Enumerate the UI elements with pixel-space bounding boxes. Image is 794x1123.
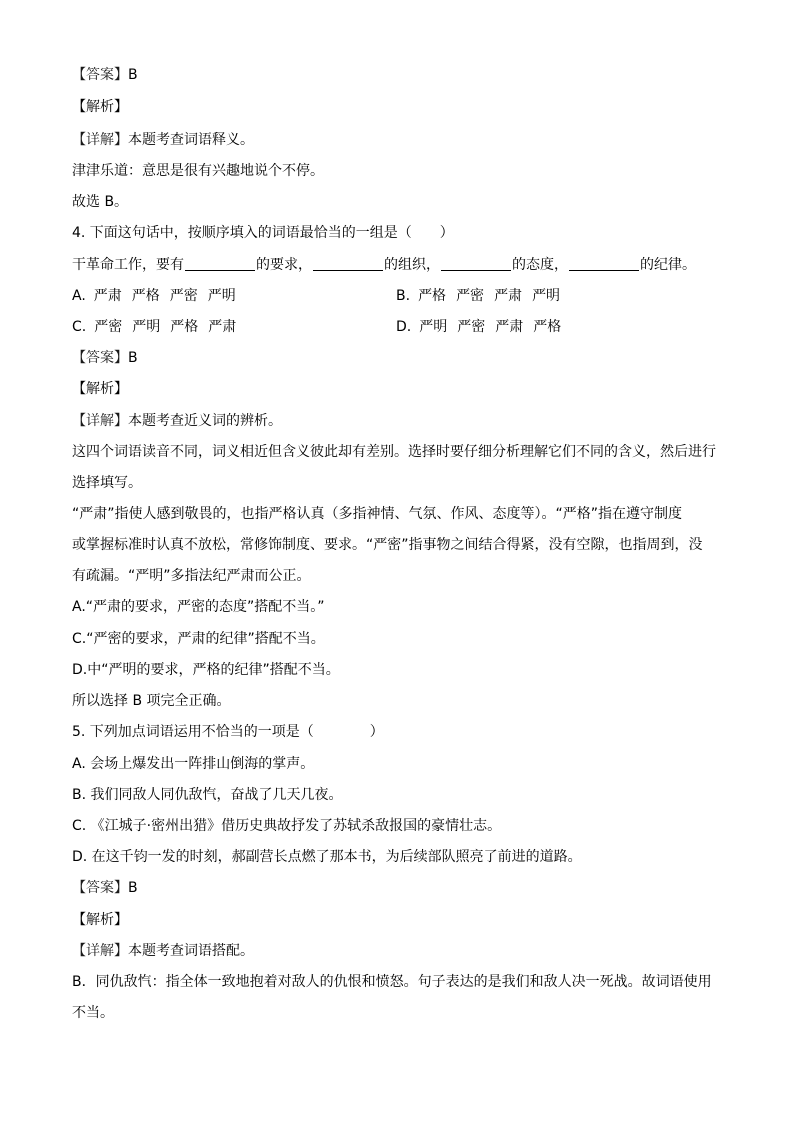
option-word: 严密 bbox=[457, 319, 486, 335]
fill-blank-1 bbox=[185, 256, 255, 271]
q4-d-note: D.中“严明的要求，严格的纪律”搭配不当。 bbox=[72, 662, 340, 678]
q5-option-b: B. 我们同敌人同仇敌忾，奋战了几天几夜。 bbox=[72, 787, 343, 803]
q4-analysis-line: 【解析】 bbox=[72, 381, 128, 397]
sentence-part-5: 的纪律。 bbox=[640, 257, 696, 273]
option-word: 严密 bbox=[169, 288, 198, 304]
q4-para2-line1: “严肃”指使人感到敬畏的，也指严格认真（多指神情、气氛、作风、态度等）。“严格”指在遵守制度 bbox=[72, 506, 683, 522]
q5-analysis-line: 【解析】 bbox=[72, 912, 128, 928]
q5-explain-line2: 不当。 bbox=[72, 1005, 114, 1021]
q5-explain-line1: B．同仇敌忾：指全体一致地抱着对敌人的仇恨和愤怒。句子表达的是我们和敌人决一死战。故词语使用 bbox=[72, 974, 712, 990]
detail-tag: 【详解】 bbox=[72, 132, 128, 148]
answer-tag: 【答案】 bbox=[72, 350, 128, 366]
option-word: 严明 bbox=[132, 319, 161, 335]
option-word: 严格 bbox=[533, 319, 562, 335]
q4-a-note: A.“严肃的要求，严密的态度”搭配不当。” bbox=[72, 599, 325, 615]
option-word: 严格 bbox=[418, 288, 447, 304]
option-letter: D. bbox=[396, 319, 412, 335]
option-word: 严明 bbox=[532, 288, 561, 304]
option-word: 严密 bbox=[94, 319, 123, 335]
detail-tag: 【详解】 bbox=[72, 943, 128, 959]
option-word: 严肃 bbox=[93, 288, 122, 304]
q4-stem: 4. 下面这句话中，按顺序填入的词语最恰当的一组是（ ） bbox=[72, 225, 454, 241]
q5-detail-line bbox=[72, 941, 722, 961]
q4-option-c bbox=[72, 317, 246, 337]
answer-value: B bbox=[128, 350, 138, 366]
q3-explain-line: 津津乐道：意思是很有兴趣地说个不停。 bbox=[72, 163, 324, 179]
q4-detail-line bbox=[72, 411, 722, 431]
q4-option-a bbox=[72, 286, 246, 306]
q4-option-b bbox=[396, 286, 570, 306]
q5-option-a: A. 会场上爆发出一阵排山倒海的掌声。 bbox=[72, 756, 315, 772]
sentence-part-3: 的组织， bbox=[384, 257, 440, 273]
q4-option-d bbox=[396, 317, 571, 337]
q4-para2-line2: 或掌握标准时认真不放松，常修饰制度、要求。“严密”指事物之间结合得紧，没有空隙，也指周到，没 bbox=[72, 537, 703, 553]
q4-para2-line3: 有疏漏。“严明”多指法纪严肃而公正。 bbox=[72, 568, 311, 584]
detail-text: 本题考查词语搭配。 bbox=[128, 943, 254, 959]
q3-analysis-line: 【解析】 bbox=[72, 99, 128, 115]
fill-blank-3 bbox=[441, 256, 511, 271]
q5-answer-line bbox=[72, 878, 722, 898]
answer-tag: 【答案】 bbox=[72, 67, 128, 83]
option-word: 严肃 bbox=[494, 288, 523, 304]
answer-tag: 【答案】 bbox=[72, 880, 128, 896]
answer-value: B bbox=[128, 880, 138, 896]
q4-c-note: C.“严密的要求，严肃的纪律”搭配不当。 bbox=[72, 631, 325, 647]
detail-text: 本题考查词语释义。 bbox=[128, 132, 254, 148]
option-letter: B. bbox=[396, 288, 411, 304]
sentence-part-4: 的态度， bbox=[512, 257, 568, 273]
q4-conclusion-line: 所以选择 B 项完全正确。 bbox=[72, 693, 231, 709]
q4-answer-line bbox=[72, 348, 722, 368]
q4-para1-line2: 选择填写。 bbox=[72, 475, 142, 491]
option-word: 严明 bbox=[419, 319, 448, 335]
option-word: 严格 bbox=[170, 319, 199, 335]
q3-conclusion-line: 故选 B。 bbox=[72, 194, 129, 210]
answer-value: B bbox=[128, 67, 138, 83]
q5-stem: 5. 下列加点词语运用不恰当的一项是（ ） bbox=[72, 724, 384, 740]
q4-sentence bbox=[72, 255, 722, 275]
option-letter: A. bbox=[72, 288, 86, 304]
option-word: 严密 bbox=[456, 288, 485, 304]
option-letter: C. bbox=[72, 319, 87, 335]
option-word: 严肃 bbox=[208, 319, 237, 335]
fill-blank-2 bbox=[313, 256, 383, 271]
q3-detail-line bbox=[72, 130, 722, 150]
q5-option-d: D. 在这千钧一发的时刻，郝副营长点燃了那本书，为后续部队照亮了前进的道路。 bbox=[72, 849, 582, 865]
fill-blank-4 bbox=[569, 256, 639, 271]
option-word: 严格 bbox=[131, 288, 160, 304]
option-word: 严肃 bbox=[495, 319, 524, 335]
sentence-part-1: 干革命工作，要有 bbox=[72, 257, 184, 273]
detail-text: 本题考查近义词的辨析。 bbox=[128, 413, 282, 429]
detail-tag: 【详解】 bbox=[72, 413, 128, 429]
option-word: 严明 bbox=[207, 288, 236, 304]
q4-para1-line1: 这四个词语读音不同，词义相近但含义彼此却有差别。选择时要仔细分析理解它们不同的含义，然后进行 bbox=[72, 444, 716, 460]
q3-answer-line bbox=[72, 65, 722, 85]
sentence-part-2: 的要求， bbox=[256, 257, 312, 273]
q5-option-c: C. 《江城子·密州出猎》借历史典故抒发了苏轼杀敌报国的豪情壮志。 bbox=[72, 818, 502, 834]
